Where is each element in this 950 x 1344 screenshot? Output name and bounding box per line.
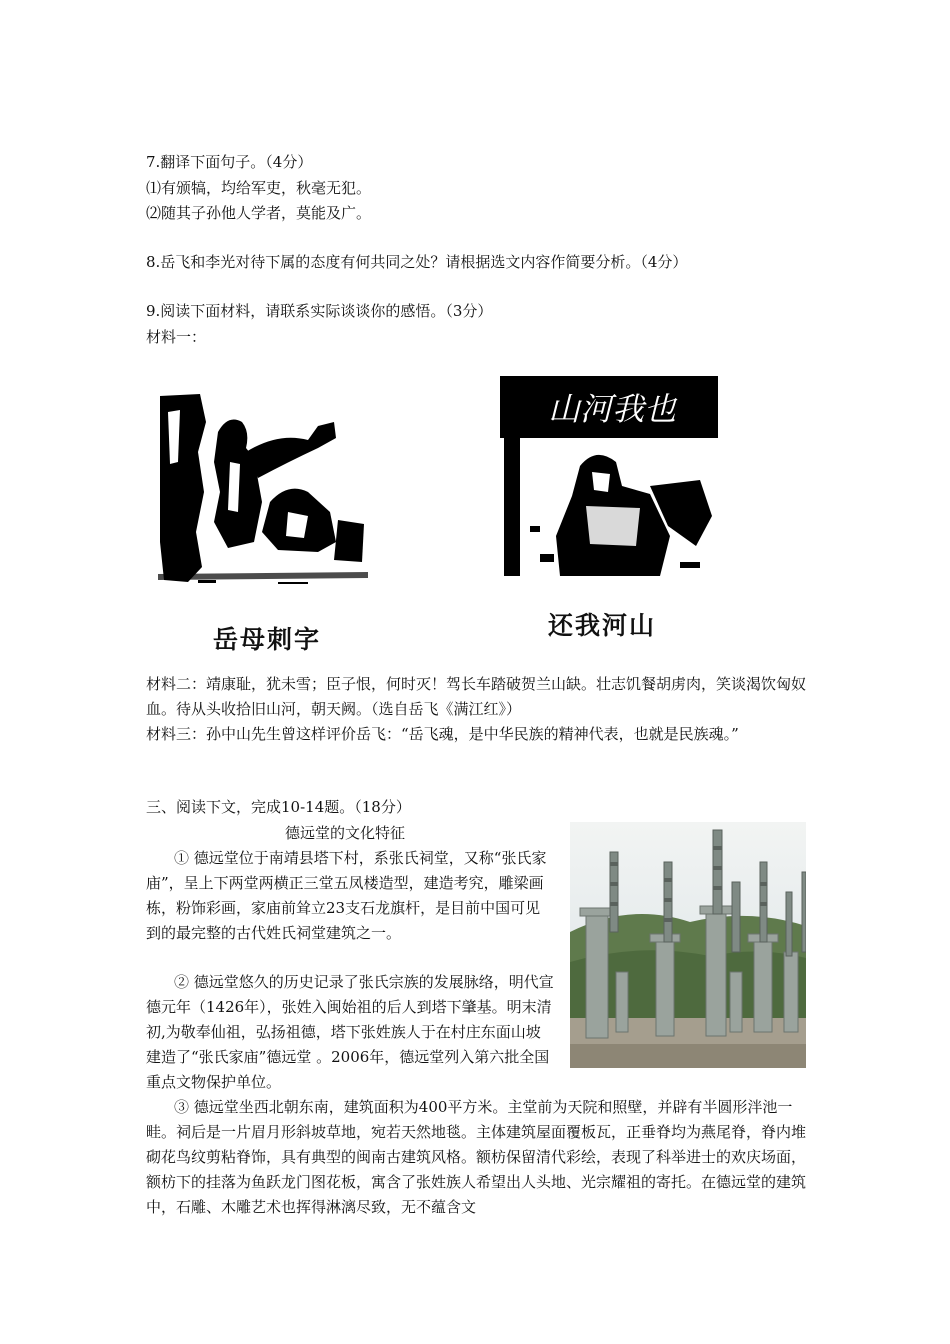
- article-title: 德远堂的文化特征: [285, 824, 406, 842]
- q9-material1-label: 材料一：: [146, 328, 207, 346]
- return-my-land-image: [500, 376, 718, 581]
- yue-mother-tattoo-caption: 岳母刺字: [213, 625, 322, 654]
- yue-mother-tattoo-image: [158, 392, 368, 597]
- return-my-land-caption: 还我河山: [548, 611, 657, 640]
- calligraphy-inscription: 山河我也: [548, 390, 677, 428]
- article-paragraph-1: ① 德远堂位于南靖县塔下村，系张氏祠堂，又称“张氏家庙”，呈上下两堂两横正三堂五凤楼造型，建造考究，雕梁画栋，粉饰彩画，家庙前耸立23支石龙旗杆，是目前中国可见到的最完整的古代姓氏祠堂建筑之一。: [146, 849, 547, 942]
- q7-sentence-1: ⑴有颁犒，均给军吏，秋毫无犯。: [146, 179, 372, 197]
- yue-mother-tattoo-illustration: [158, 392, 368, 597]
- stone-flagpoles-photo: [570, 822, 806, 1068]
- q9-material2: 材料二：靖康耻，犹未雪；臣子恨，何时灭！驾长车踏破贺兰山缺。壮志饥餐胡虏肉，笑谈渴饮匈奴血。待从头收拾旧山河，朝天阙。（选自岳飞《满江红》）: [146, 675, 807, 718]
- q9-title: 9.阅读下面材料，请联系实际谈谈你的感悟。（3分）: [146, 302, 493, 320]
- q7-sentence-2: ⑵随其子孙他人学者，莫能及广。: [146, 204, 372, 222]
- q7-title: 7.翻译下面句子。（4分）: [146, 153, 313, 171]
- stone-flagpoles-illustration: [570, 822, 806, 1068]
- section3-header: 三、阅读下文，完成10-14题。（18分）: [146, 798, 411, 816]
- q8-text: 8.岳飞和李光对待下属的态度有何共同之处？请根据选文内容作简要分析。（4分）: [146, 253, 688, 271]
- q9-material3: 材料三：孙中山先生曾这样评价岳飞：“岳飞魂，是中华民族的精神代表，也就是民族魂。”: [146, 725, 739, 743]
- article-paragraph-2: ② 德远堂悠久的历史记录了张氏宗族的发展脉络，明代宣德元年（1426年），张姓入闽始祖的后人到塔下肇基。明末清初,为敬奉仙祖，弘扬祖德，塔下张姓族人于在村庄东面山坡建造了“张氏家庙”德远堂 。2006年，德远堂列入第六批全国重点文物保护单位。: [146, 973, 554, 1091]
- article-paragraph-3: ③ 德远堂坐西北朝东南，建筑面积为400平方米。主堂前为天院和照壁，并辟有半圆形泮池一畦。祠后是一片眉月形斜坡草地，宛若天然地毯。主体建筑屋面覆板瓦，正垂脊均为燕尾脊，脊内堆砌花鸟纹剪粘脊饰，具有典型的闽南古建筑风格。额枋保留清代彩绘，表现了科举进士的欢庆场面，额枋下的挂落为鱼跃龙门图花板，寓含了张姓族人希望出人头地、光宗耀祖的寄托。在德远堂的建筑中，石雕、木雕艺术也挥得淋漓尽致，无不蕴含文: [146, 1098, 807, 1216]
- return-my-land-illustration: [500, 376, 718, 581]
